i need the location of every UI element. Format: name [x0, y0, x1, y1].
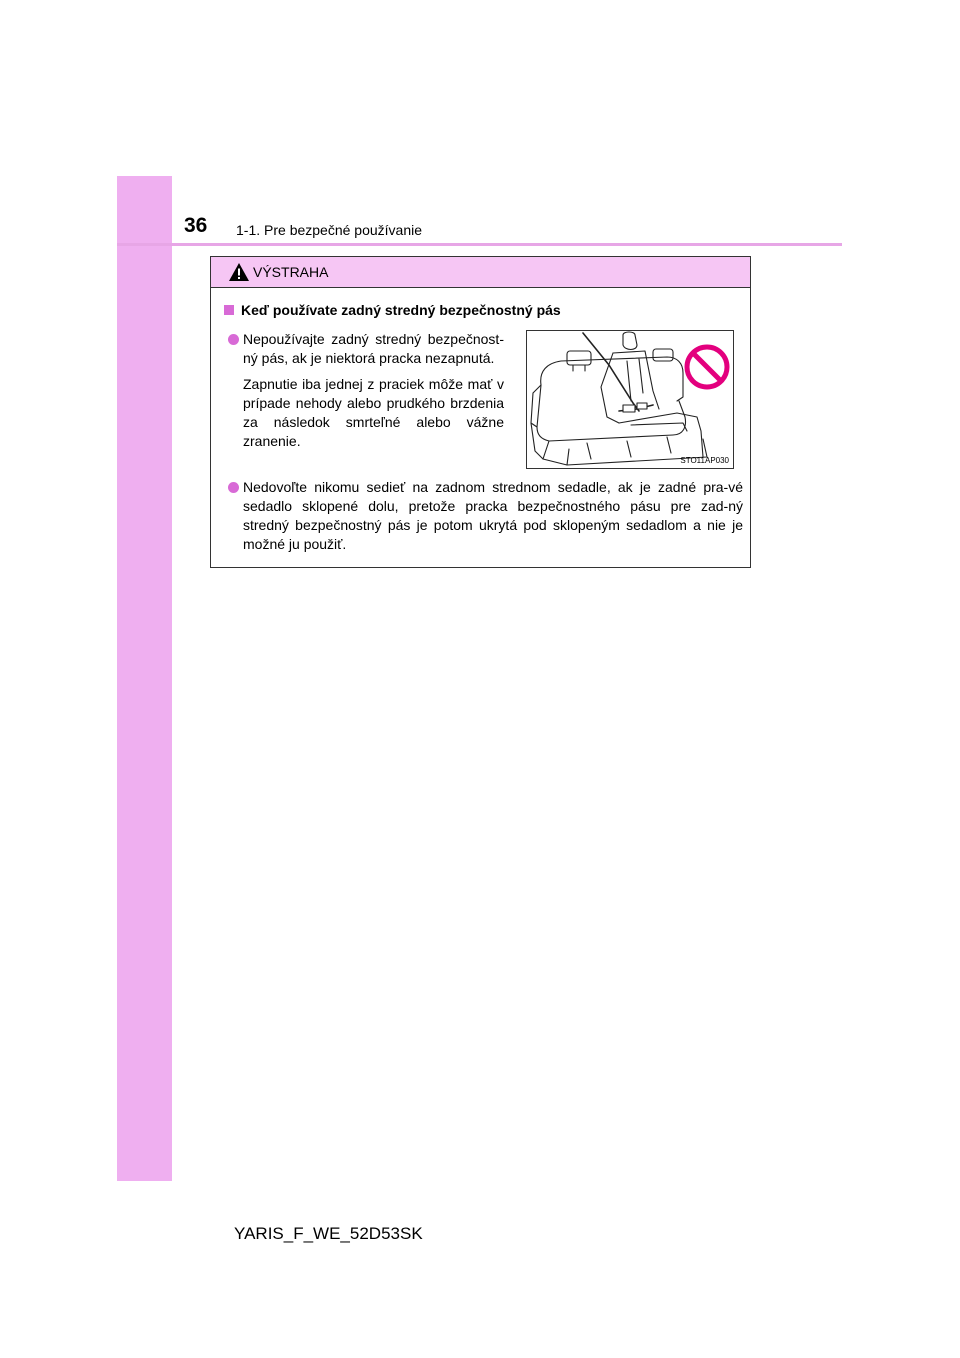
rear-seat-drawing — [527, 331, 733, 468]
bullet-dot-icon — [228, 334, 239, 345]
warning-header — [211, 257, 750, 288]
page-number: 36 — [184, 214, 208, 237]
warning-label: VÝSTRAHA — [253, 264, 329, 280]
document-code: YARIS_F_WE_52D53SK — [234, 1224, 423, 1243]
square-bullet-icon — [224, 305, 234, 315]
bullet-item — [228, 330, 504, 451]
warning-triangle-icon — [228, 262, 250, 282]
section-title: 1-1. Pre bezpečné používanie — [236, 222, 423, 238]
header-rule — [117, 243, 842, 246]
bullet-text: Nepoužívajte zadný stredný bezpečnost-ný pás, ak je niektorá pracka nezapnutá. — [243, 331, 504, 366]
bullet-item — [228, 478, 743, 554]
warning-heading — [224, 301, 561, 319]
warning-heading-text: Keď používate zadný stredný bezpečnostný pás — [241, 302, 561, 318]
bullet-dot-icon — [228, 482, 239, 493]
warning-box — [210, 256, 751, 568]
bullet-text: Nedovoľte nikomu sedieť na zadnom strednom sedadle, ak je zadné pra-vé sedadlo sklopené dolu, pretože pracka bezpečnostného pásu pre zad-ný stredný bezpečnostný pás je potom ukrytá pod sklopeným sedadlom a nie je možné ju použiť. — [243, 479, 743, 552]
seat-belt-illustration — [526, 330, 734, 469]
bullet-text-continued: Zapnutie iba jednej z praciek môže mať v prípade nehody alebo prudkého brzdenia za následok smrteľné alebo vážne zranenie. — [243, 376, 504, 449]
side-band — [117, 176, 172, 1181]
illustration-code: STO11AP030 — [680, 456, 729, 465]
